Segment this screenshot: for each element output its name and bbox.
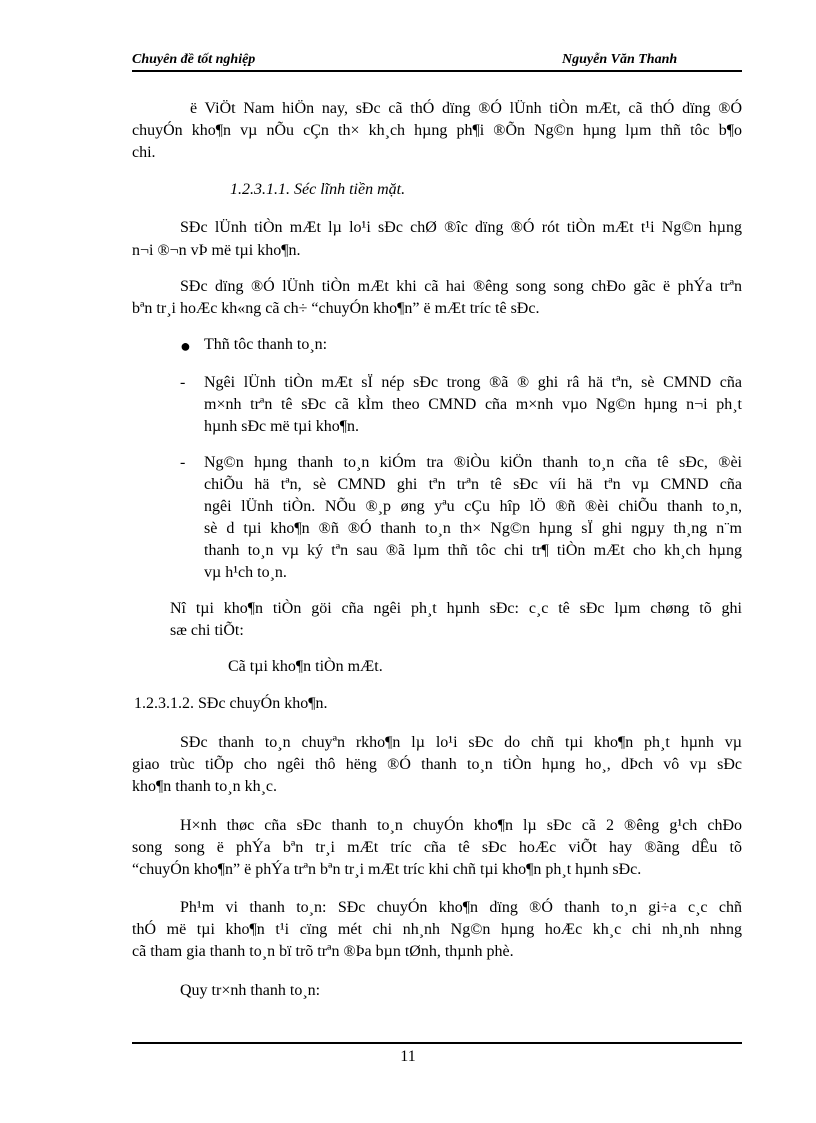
paragraph-8-line-2: thÓ më tµi kho¶n t¹i cïng mét chi nh¸nh Ng©n hµng hoÆc kh¸c chi nh¸nh nhng bbox=[132, 921, 742, 938]
dash-item-2-line-5: thanh to¸n vµ ký tªn sau ®ã lµm thñ tôc chi tr¶ tiÒn mÆt cho kh¸ch hµng bbox=[204, 542, 742, 559]
paragraph-9: Quy tr×nh thanh to¸n: bbox=[180, 982, 321, 999]
paragraph-6-line-2: giao trùc tiÕp cho ngêi thô hëng ®Ó thanh to¸n tiÒn hµng ho¸, dÞch vô vµ sÐc bbox=[132, 756, 742, 773]
paragraph-4-line-1: Nî tµi kho¶n tiÒn göi cña ngêi ph¸t hµnh sÐc: c¸c tê sÐc lµm chøng tõ ghi bbox=[170, 600, 742, 617]
dash-marker-1: - bbox=[180, 374, 186, 391]
section-heading-2: 1.2.3.1.2. SÐc chuyÓn kho¶n. bbox=[134, 695, 328, 712]
dash-item-2-line-3: ngêi lÜnh tiÒn. NÕu ®¸p øng yªu cÇu hîp lÖ ®ñ ®èi chiÕu thanh to¸n, bbox=[204, 498, 742, 515]
header-author: Nguyễn Văn Thanh bbox=[562, 52, 678, 67]
dash-item-2-line-4: sè d tµi kho¶n ®ñ ®Ó thanh to¸n th× Ng©n hµng sÏ ghi ngµy th¸ng n¨m bbox=[204, 520, 742, 537]
paragraph-1-line-1: ë ViÖt Nam hiÖn nay, sÐc cã thÓ dïng ®Ó lÜnh tiÒn mÆt, cã thÓ dïng ®Ó bbox=[190, 100, 742, 117]
paragraph-2-line-1: SÐc lÜnh tiÒn mÆt lµ lo¹i sÐc chØ ®îc dïng ®Ó rót tiÒn mÆt t¹i Ng©n hµng bbox=[180, 219, 742, 236]
dash-item-2-line-1: Ng©n hµng thanh to¸n kiÓm tra ®iÒu kiÖn thanh to¸n cña tê sÐc, ®èi bbox=[204, 454, 742, 471]
paragraph-1-line-2: chuyÓn kho¶n vµ nÕu cÇn th× kh¸ch hµng ph¶i ®Õn Ng©n hµng lµm thñ tôc b¶o bbox=[132, 122, 742, 139]
paragraph-8-line-3: cã tham gia thanh to¸n bï trõ trªn ®Þa bµn tØnh, thµnh phè. bbox=[132, 943, 514, 960]
paragraph-2-line-2: n¬i ®¬n vÞ më tµi kho¶n. bbox=[132, 242, 301, 259]
paragraph-5: Cã tµi kho¶n tiÒn mÆt. bbox=[228, 658, 383, 675]
paragraph-3-line-2: bªn tr¸i hoÆc kh«ng cã ch÷ “chuyÓn kho¶n” ë mÆt tríc tê sÐc. bbox=[132, 300, 540, 317]
header-topic: Chuyên đề tốt nghiệp bbox=[132, 52, 256, 67]
dash-item-1-line-2: m×nh trªn tê sÐc cã kÌm theo CMND cña m×nh vµo Ng©n hµng n¬i ph¸t bbox=[204, 396, 742, 413]
header-rule bbox=[132, 70, 742, 72]
paragraph-7-line-1: H×nh thøc cña sÐc thanh to¸n chuyÓn kho¶n lµ sÐc cã 2 ®êng g¹ch chÐo bbox=[180, 817, 742, 834]
bullet-item: Thñ tôc thanh to¸n: bbox=[204, 336, 328, 353]
footer-rule bbox=[132, 1042, 742, 1044]
page-number: 11 bbox=[400, 1048, 416, 1065]
dash-item-1-line-3: hµnh sÐc më tµi kho¶n. bbox=[204, 418, 360, 435]
paragraph-1-line-3: chi. bbox=[132, 144, 156, 161]
paragraph-6-line-1: SÐc thanh to¸n chuyªn rkho¶n lµ lo¹i sÐc do chñ tµi kho¶n ph¸t hµnh vµ bbox=[180, 734, 742, 751]
paragraph-4-line-2: sæ chi tiÕt: bbox=[170, 622, 244, 639]
paragraph-8-line-1: Ph¹m vi thanh to¸n: SÐc chuyÓn kho¶n dïng ®Ó thanh to¸n gi÷a c¸c chñ bbox=[180, 899, 742, 916]
paragraph-7-line-2: song song ë phÝa bªn tr¸i mÆt tríc cña tê sÐc hoÆc viÕt hay ®ãng dÊu tõ bbox=[132, 839, 742, 856]
section-heading-1: 1.2.3.1.1. Séc lĩnh tiền mặt. bbox=[230, 181, 406, 198]
dash-item-2-line-2: chiÕu hä tªn, sè CMND ghi tªn trªn tê sÐc víi hä tªn vµ CMND cña bbox=[204, 476, 742, 493]
bullet-dot: ● bbox=[180, 336, 191, 356]
paragraph-7-line-3: “chuyÓn kho¶n” ë phÝa trªn bªn tr¸i mÆt tríc khi chñ tµi kho¶n ph¸t hµnh sÐc. bbox=[132, 861, 642, 878]
dash-item-1-line-1: Ngêi lÜnh tiÒn mÆt sÏ nép sÐc trong ®ã ® ghi râ hä tªn, sè CMND cña bbox=[204, 374, 742, 391]
dash-item-2-line-6: vµ h¹ch to¸n. bbox=[204, 564, 287, 581]
paragraph-3-line-1: SÐc dïng ®Ó lÜnh tiÒn mÆt khi cã hai ®êng song song chÐo gãc ë phÝa trªn bbox=[180, 278, 742, 295]
dash-marker-2: - bbox=[180, 454, 186, 471]
page-header bbox=[132, 50, 742, 70]
paragraph-6-line-3: kho¶n thanh to¸n kh¸c. bbox=[132, 778, 277, 795]
